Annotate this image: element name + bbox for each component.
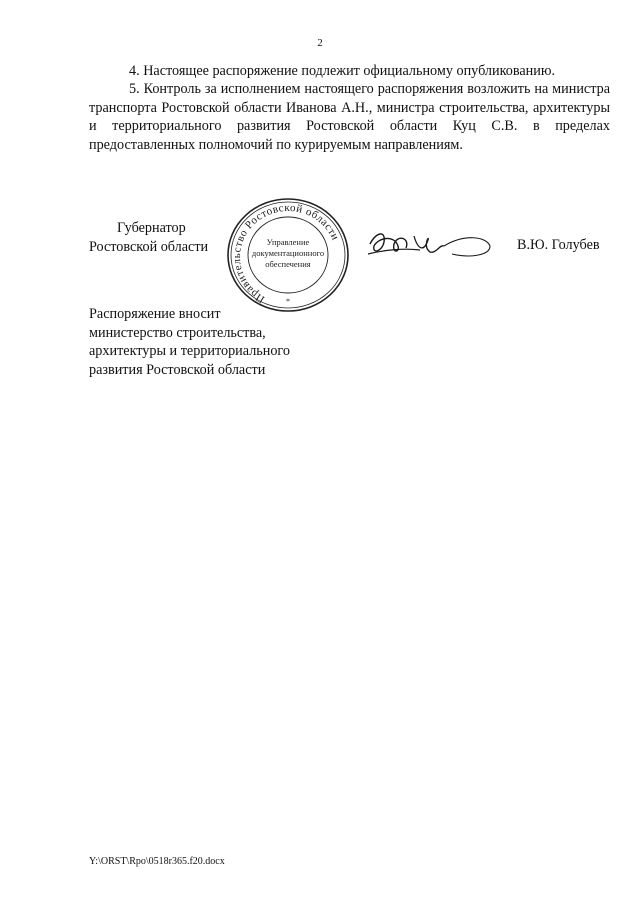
file-path-footer: Y:\ORST\Rpo\0518r365.f20.docx (89, 856, 225, 867)
submitted-by-line1: Распоряжение вносит (89, 306, 221, 322)
signer-name: В.Ю. Голубев (517, 237, 600, 253)
submitted-by-line2: министерство строительства, (89, 324, 266, 341)
seal-center-line2: документационного (251, 248, 325, 258)
handwritten-signature (364, 224, 494, 264)
governor-title-line2: Ростовской области (89, 238, 209, 255)
official-seal (226, 197, 350, 313)
submitted-by (89, 305, 290, 379)
governor-title (89, 219, 208, 256)
paragraph-5: 5. Контроль за исполнением настоящего распоряжения возложить на министра транспорта Ростовской области Иванова А.Н., министра строительства, архитектуры и территориального развития Ростовской области Куц С.В. в пределах предоставленных полномочий по курируемым направлениям. (89, 81, 610, 153)
paragraph-4: 4. Настоящее распоряжение подлежит официальному опубликованию. (129, 63, 556, 79)
seal-ring-text: Правительство Ростовской области (230, 201, 342, 306)
submitted-by-line4: развития Ростовской области (89, 361, 266, 378)
page-number: 2 (317, 37, 323, 49)
seal-center-line1: Управление (266, 237, 310, 247)
seal-star-icon: * (286, 297, 290, 306)
governor-title-line1: Губернатор (117, 220, 186, 236)
submitted-by-line3: архитектуры и территориального (89, 343, 290, 360)
seal-center-line3: обеспечения (265, 259, 311, 269)
